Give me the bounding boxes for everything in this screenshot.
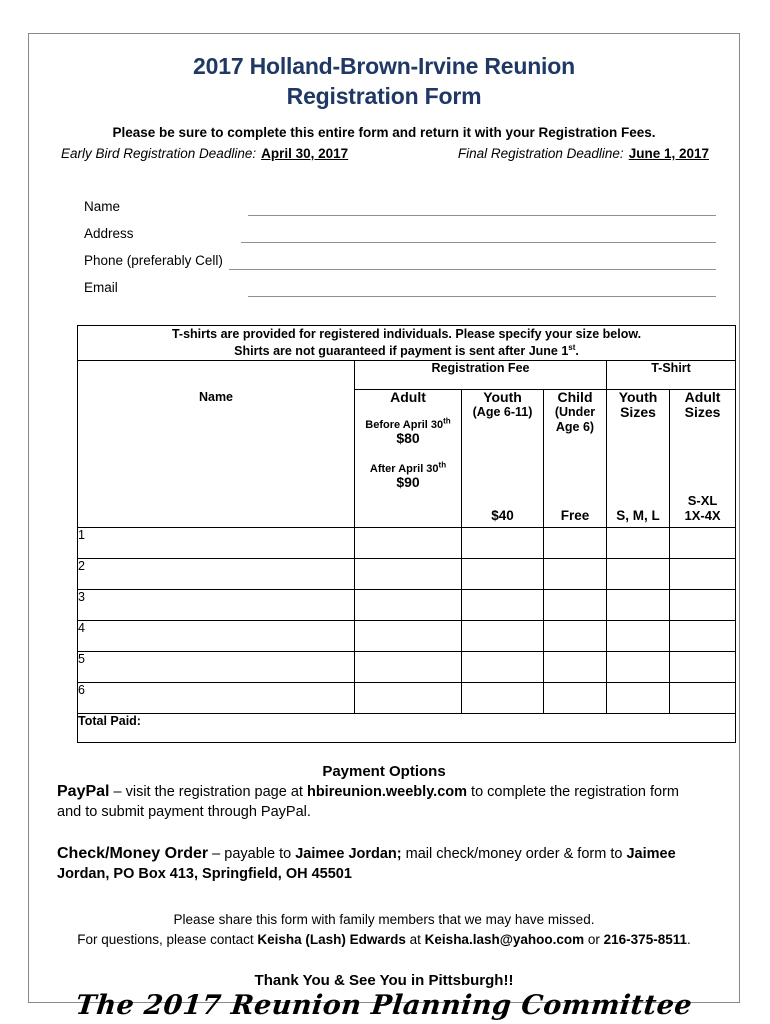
table-row (78, 528, 736, 559)
row-6-youth-size-cell[interactable] (607, 683, 670, 714)
adult-after-block (355, 460, 461, 490)
paypal-site-link[interactable]: hbireunion.weebly.com (306, 784, 468, 800)
row-4-youth-cell[interactable] (462, 621, 544, 652)
title-line-2: Registration Form (286, 83, 482, 109)
phone-label: Phone (preferably Cell) (84, 253, 223, 268)
table-total-row (78, 714, 736, 743)
committee-signature: The 2017 Reunion Planning Committee (74, 990, 694, 1021)
row-2-youth-size-cell[interactable] (607, 559, 670, 590)
thank-you-line: Thank You & See You in Pittsburgh!! (254, 972, 514, 989)
row-3-adult-cell[interactable] (355, 590, 462, 621)
row-2-adult-cell[interactable] (355, 559, 462, 590)
adult-after-sup: th (438, 460, 447, 470)
check-money-order-label: Check/Money Order (57, 845, 209, 862)
field-row-email (84, 270, 716, 297)
adult-after-label: After April 30 (369, 463, 439, 475)
early-bird-deadline (61, 146, 348, 161)
instruction-text: Please be sure to complete this entire form and return it with your Registration Fees. (112, 125, 656, 140)
adult-before-label: Before April 30 (365, 419, 444, 431)
check-text-1: – payable to (208, 846, 296, 862)
group-registration-fee: Registration Fee (355, 361, 607, 390)
form-page (28, 33, 740, 1021)
early-bird-label: Early Bird Registration Deadline: (61, 146, 257, 161)
table-row (78, 590, 736, 621)
field-row-address (84, 216, 716, 243)
youth-subtitle: (Age 6-11) (472, 405, 533, 419)
row-4-adult-size-cell[interactable] (670, 621, 736, 652)
child-subtitle-1: (Under (554, 405, 596, 419)
title-line-1: 2017 Holland-Brown-Irvine Reunion (193, 53, 575, 79)
phone-input[interactable] (229, 252, 716, 270)
youth-sizes-title-2: Sizes (620, 404, 656, 420)
form-inner (29, 34, 739, 1021)
share-form-line: Please share this form with family members that we may have missed. (173, 912, 595, 927)
name-label: Name (84, 199, 121, 214)
youth-sizes-value: S, M, L (616, 508, 660, 523)
row-3-youth-size-cell[interactable] (607, 590, 670, 621)
adult-sizes-title-1: Adult (684, 389, 721, 405)
table-group-header-row (78, 361, 736, 390)
deadlines-row (51, 146, 717, 161)
questions-mid: at (405, 932, 425, 947)
column-header-child-fee (544, 390, 607, 528)
field-row-phone (84, 243, 716, 270)
row-5-adult-size-cell[interactable] (670, 652, 736, 683)
paypal-paragraph (51, 782, 717, 822)
adult-sizes-line-2: 1X-4X (684, 508, 721, 523)
final-deadline (458, 146, 709, 161)
row-5-youth-size-cell[interactable] (607, 652, 670, 683)
final-deadline-date: June 1, 2017 (628, 146, 709, 161)
child-title: Child (557, 389, 593, 405)
column-header-name: Name (78, 390, 355, 528)
address-input[interactable] (241, 225, 716, 243)
row-1-adult-size-cell[interactable] (670, 528, 736, 559)
row-4-name-cell[interactable]: 4 (78, 621, 355, 652)
row-4-youth-size-cell[interactable] (607, 621, 670, 652)
row-2-name-cell[interactable]: 2 (78, 559, 355, 590)
early-bird-date: April 30, 2017 (261, 146, 349, 161)
row-6-youth-cell[interactable] (462, 683, 544, 714)
contact-fields (51, 189, 717, 297)
row-4-child-cell[interactable] (544, 621, 607, 652)
table-row (78, 559, 736, 590)
row-5-name-cell[interactable]: 5 (78, 652, 355, 683)
adult-after-price: $90 (396, 474, 420, 490)
notice-line-2-post: . (575, 344, 579, 358)
paypal-text-1: – visit the registration page at (109, 784, 307, 800)
questions-end: . (686, 932, 691, 947)
table-column-header-row (78, 390, 736, 528)
contact-phone[interactable]: 216-375-8511 (603, 932, 687, 947)
row-5-child-cell[interactable] (544, 652, 607, 683)
name-input[interactable] (248, 198, 716, 216)
row-2-adult-size-cell[interactable] (670, 559, 736, 590)
adult-sizes-value (670, 493, 735, 523)
row-6-adult-size-cell[interactable] (670, 683, 736, 714)
footer-notes (51, 910, 717, 950)
table-row (78, 683, 736, 714)
table-row (78, 652, 736, 683)
row-1-name-cell[interactable]: 1 (78, 528, 355, 559)
check-paragraph (51, 844, 717, 884)
contact-email[interactable]: Keisha.lash@yahoo.com (424, 932, 585, 947)
child-subtitle-2: Age 6) (555, 420, 595, 434)
youth-price: $40 (491, 508, 514, 523)
table-row (78, 621, 736, 652)
youth-title: Youth (483, 389, 522, 405)
questions-or: or (584, 932, 604, 947)
check-mailing-address: Jaimee Jordan, PO Box 413, Springfield, OH 45501 (57, 846, 676, 882)
row-1-youth-cell[interactable] (462, 528, 544, 559)
registration-table (77, 325, 736, 743)
adult-title: Adult (390, 389, 426, 405)
adult-before-sup: th (443, 416, 451, 426)
adult-sizes-title-2: Sizes (684, 404, 721, 420)
row-1-child-cell[interactable] (544, 528, 607, 559)
row-1-youth-size-cell[interactable] (607, 528, 670, 559)
group-tshirt: T-Shirt (607, 361, 736, 390)
final-deadline-label: Final Registration Deadline: (457, 146, 624, 161)
paypal-label: PayPal (57, 783, 110, 800)
field-row-name (84, 189, 716, 216)
row-3-name-cell[interactable]: 3 (78, 590, 355, 621)
column-header-adult-fee (355, 390, 462, 528)
row-3-youth-cell[interactable] (462, 590, 544, 621)
adult-sizes-line-1: S-XL (687, 493, 718, 508)
column-header-youth-sizes (607, 390, 670, 528)
row-2-youth-cell[interactable] (462, 559, 544, 590)
child-price: Free (560, 508, 590, 523)
tshirt-notice (78, 326, 736, 361)
contact-name: Keisha (Lash) Edwards (257, 932, 406, 947)
questions-line (51, 930, 717, 950)
column-header-adult-sizes (670, 390, 736, 528)
row-4-adult-cell[interactable] (355, 621, 462, 652)
questions-prefix: For questions, please contact (77, 932, 258, 947)
paypal-text-2: to complete the registration form and to submit payment through PayPal. (57, 784, 679, 820)
row-3-adult-size-cell[interactable] (670, 590, 736, 621)
adult-before-block (355, 416, 461, 446)
address-label: Address (84, 226, 134, 241)
column-header-youth-fee (462, 390, 544, 528)
row-6-adult-cell[interactable] (355, 683, 462, 714)
row-1-adult-cell[interactable] (355, 528, 462, 559)
row-6-name-cell[interactable]: 6 (78, 683, 355, 714)
email-input[interactable] (248, 279, 716, 297)
row-3-child-cell[interactable] (544, 590, 607, 621)
total-paid-cell[interactable]: Total Paid: (78, 714, 736, 743)
adult-before-price: $80 (396, 430, 420, 446)
table-notice-row (78, 326, 736, 361)
check-text-2: mail check/money order & form to (401, 846, 627, 862)
check-payee: Jaimee Jordan; (295, 846, 402, 862)
row-6-child-cell[interactable] (544, 683, 607, 714)
notice-line-2-pre: Shirts are not guaranteed if payment is sent after June 1 (234, 344, 569, 358)
email-label: Email (84, 280, 118, 295)
row-5-adult-cell[interactable] (355, 652, 462, 683)
name-header-top-spacer (78, 361, 355, 390)
notice-line-2-sup: st (568, 342, 576, 352)
page-title (51, 34, 717, 111)
row-2-child-cell[interactable] (544, 559, 607, 590)
row-5-youth-cell[interactable] (462, 652, 544, 683)
youth-sizes-title-1: Youth (618, 389, 658, 405)
payment-options-title: Payment Options (322, 763, 446, 780)
notice-line-1: T-shirts are provided for registered individuals. Please specify your size below. (171, 327, 642, 341)
